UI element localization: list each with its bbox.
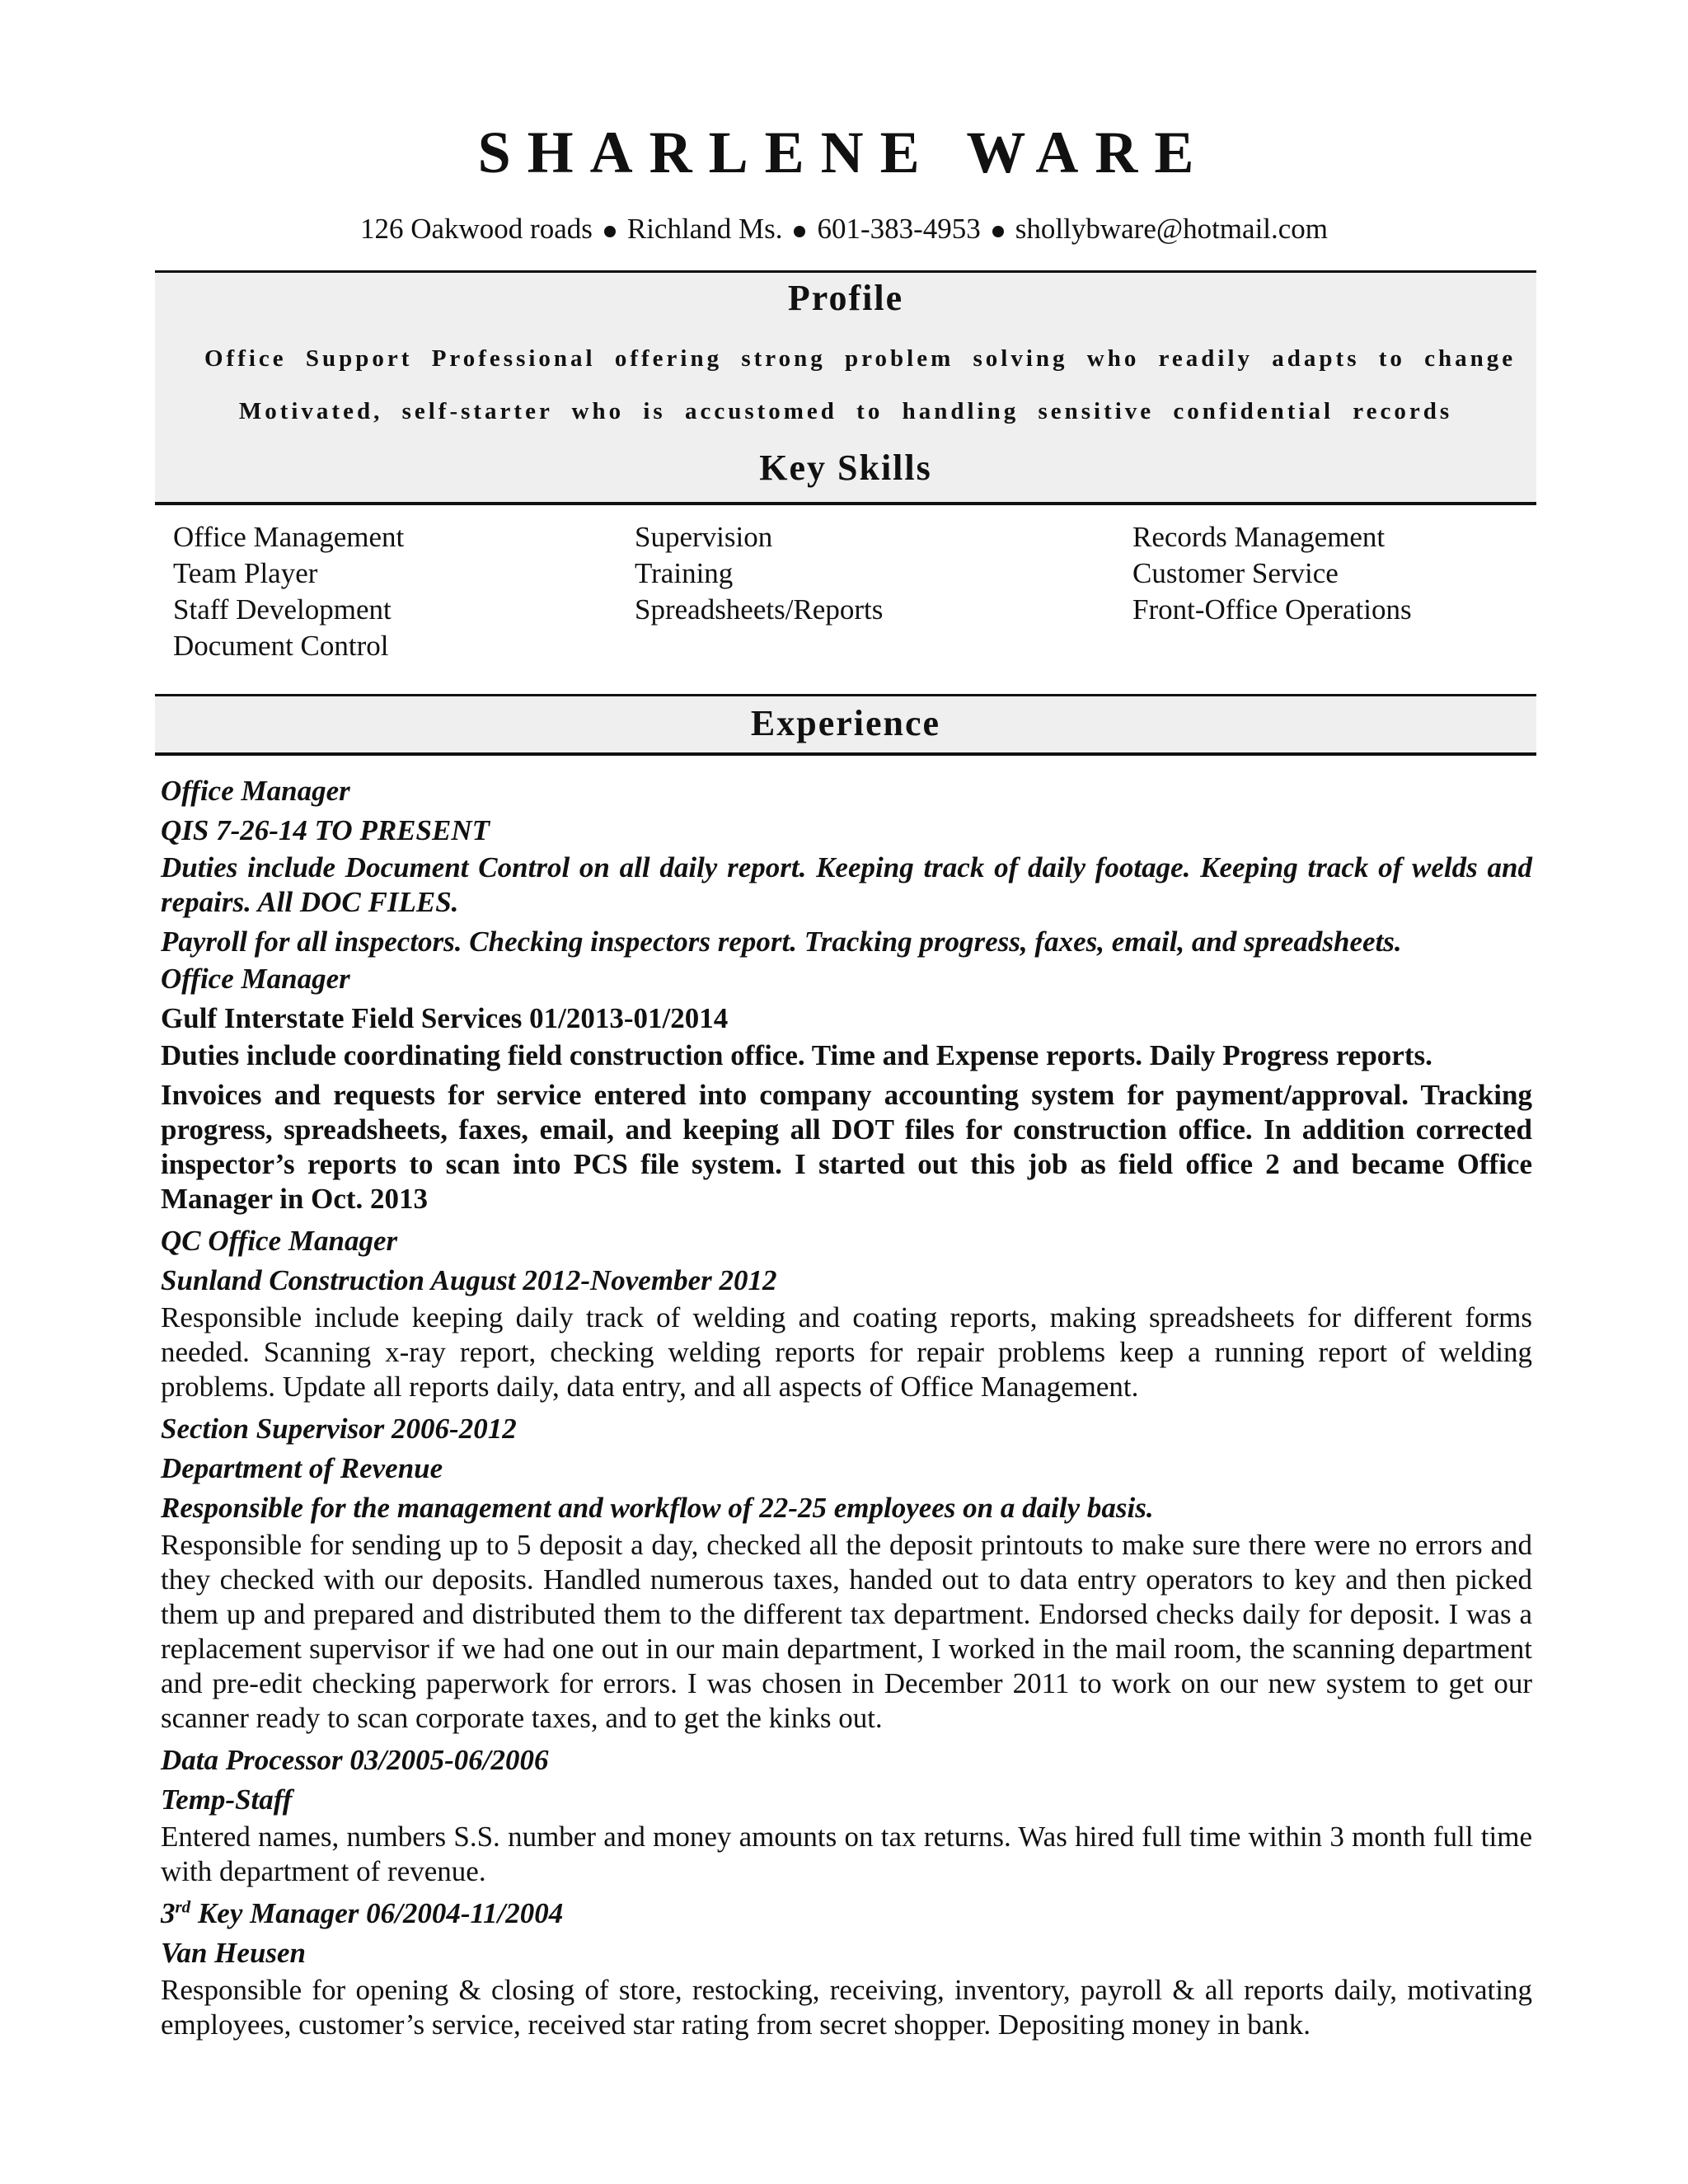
job-description: Payroll for all inspectors. Checking inspectors report. Tracking progress, faxes, email, and spreadsheets. xyxy=(161,926,1402,958)
candidate-name: SHARLENE WARE xyxy=(477,120,1211,185)
skill-item: Document Control xyxy=(173,630,389,662)
profile-line-1: Office Support Professional offering strong problem solving who readily adapts to change xyxy=(204,345,1517,372)
job-entry xyxy=(161,1409,1532,1736)
experience-header xyxy=(155,694,1536,756)
skills-column-3 xyxy=(1132,519,1412,628)
job-title xyxy=(161,1894,1532,1933)
job-title-rest: Key Manager 06/2004-11/2004 xyxy=(190,1897,564,1929)
experience-list xyxy=(161,771,1532,2047)
skills-column-2 xyxy=(635,519,883,628)
skill-item: Records Management xyxy=(1132,521,1386,553)
job-description: Invoices and requests for service entered into company accounting system for payment/approval. Tracking progress, spreadsheets, faxes, email, and keeping all DOT files for construction office. In addition corrected inspector’s reports to scan into PCS file system. I started out this job as field office 2 and became Office Manager in Oct. 2013 xyxy=(161,1079,1532,1215)
job-description: Entered names, numbers S.S. number and money amounts on tax returns. Was hired full time within 3 month full time with department of revenue. xyxy=(161,1821,1532,1887)
contact-line xyxy=(0,211,1688,247)
job-title-number: 3 xyxy=(161,1897,176,1929)
job-entry xyxy=(161,771,1532,959)
job-company: Gulf Interstate Field Services 01/2013-01/2014 xyxy=(161,1002,729,1034)
key-skills-heading: Key Skills xyxy=(759,448,932,488)
job-description: Duties include Document Control on all daily report. Keeping track of daily footage. Keeping track of welds and repairs. All DOC FILES. xyxy=(161,851,1532,918)
email: shollybware@hotmail.com xyxy=(1015,213,1329,245)
skill-item: Staff Development xyxy=(173,593,392,626)
job-title: Section Supervisor 2006-2012 xyxy=(161,1413,517,1445)
key-skills-list xyxy=(173,519,1525,676)
job-description: Responsible include keeping daily track of welding and coating reports, making spreadsheets for different forms needed. Scanning x-ray report, checking welding reports for repair problems keep a running report of welding problems. Update all reports daily, data entry, and all aspects of Office Management. xyxy=(161,1301,1532,1403)
skill-item: Front-Office Operations xyxy=(1132,593,1412,626)
skills-column-1 xyxy=(173,519,404,664)
profile-heading: Profile xyxy=(787,278,904,318)
job-title: QC Office Manager xyxy=(161,1225,398,1257)
job-entry xyxy=(161,1741,1532,1889)
profile-section xyxy=(155,270,1536,505)
experience-heading: Experience xyxy=(750,703,941,743)
phone: 601-383-4953 xyxy=(817,213,981,245)
job-entry xyxy=(161,1894,1532,2042)
skill-item: Supervision xyxy=(635,521,773,553)
profile-line-2: Motivated, self-starter who is accustomed to handling sensitive confidential records xyxy=(238,398,1453,424)
job-company: Van Heusen xyxy=(161,1937,307,1969)
bullet-icon xyxy=(604,226,616,237)
city: Richland Ms. xyxy=(626,213,783,245)
job-description: Responsible for sending up to 5 deposit a day, checked all the deposit printouts to make sure there were no errors and they checked with our deposits. Handled numerous taxes, handed out to data entry operators to key and then picked them up and prepared and distributed them to the different tax department. Endorsed checks daily for deposit. I was a replacement supervisor if we had one out in our main department, I worked in the mail room, the scanning department and pre-edit checking paperwork for errors. I was chosen in December 2011 to work on our new system to get our scanner ready to scan corporate taxes, and to get the kinks out. xyxy=(161,1529,1532,1734)
bullet-icon xyxy=(794,226,805,237)
skill-item: Customer Service xyxy=(1132,557,1339,589)
job-company: QIS 7-26-14 TO PRESENT xyxy=(161,814,490,846)
skill-item: Office Management xyxy=(173,521,405,553)
skill-item: Team Player xyxy=(173,557,318,589)
job-title: Office Manager xyxy=(161,963,350,995)
job-title-ordinal: rd xyxy=(175,1896,191,1917)
job-description: Duties include coordinating field construction office. Time and Expense reports. Daily Progress reports. xyxy=(161,1039,1432,1071)
job-company: Department of Revenue xyxy=(161,1452,443,1484)
job-company: Temp-Staff xyxy=(161,1783,293,1816)
job-description: Responsible for opening & closing of store, restocking, receiving, inventory, payroll & all reports daily, motivating employees, customer’s service, received star rating from secret shopper. Depositing money in bank. xyxy=(161,1974,1532,2041)
job-entry xyxy=(161,1221,1532,1404)
job-summary: Responsible for the management and workflow of 22-25 employees on a daily basis. xyxy=(161,1492,1154,1524)
job-entry xyxy=(161,959,1532,1216)
bullet-icon xyxy=(992,226,1004,237)
address: 126 Oakwood roads xyxy=(359,213,593,245)
job-title: Office Manager xyxy=(161,775,350,807)
skill-item: Training xyxy=(635,557,734,589)
skill-item: Spreadsheets/Reports xyxy=(635,593,884,626)
job-company: Sunland Construction August 2012-November 2012 xyxy=(161,1264,777,1296)
job-title: Data Processor 03/2005-06/2006 xyxy=(161,1744,549,1776)
